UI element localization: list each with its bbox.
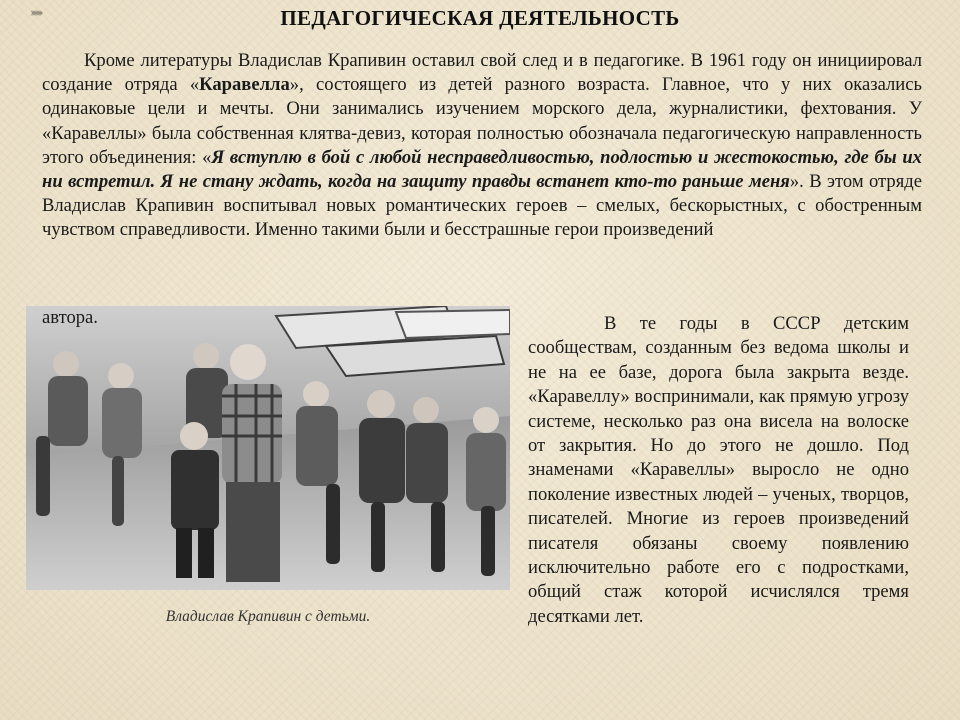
photo-caption: Владислав Крапивин с детьми. <box>165 608 371 625</box>
oath-quote: Я вступлю в бой с любой несправедливостью, подлостью и жестокостью, где бы их ни встретил. Я не стану ждать, когда на защиту правды встанет кто-то раньше меня <box>42 146 922 193</box>
intro-text-1: Кроме литературы Владислав Крапивин оставил свой след и в педагогике. В 1961 году он инициировал создание отряда « <box>42 50 922 96</box>
group-photo-icon <box>26 306 510 590</box>
intro-paragraph <box>42 49 922 243</box>
intro-text-2: », состоящего из детей разного возраста. Главное, что у них оказались одинаковые цели и мечты. Они занимались изучением морского дела, журналистики, фехтования. У «Каравеллы» была собственная клятва-девиз, которая полностью обозначала педагогическую направленность этого объединения: « <box>42 74 922 168</box>
side-paragraph: В те годы в СССР детским сообществам, созданным без ведома школы и не на ее базе, дорога была закрыта везде. «Каравеллу» воспринимали, как прямую угрозу системе, несколько раз она висела на волоске от закрытия. Но до этого не дошло. Под знаменами «Каравеллы» выросло не одно поколение известных людей – ученых, творцов, писателей. Многие из героев произведений писателя обязаны своему появлению исключительно работе его с подростками, общий стаж которой исчислялся тремя десятками лет. <box>528 313 909 627</box>
page-title: ПЕДАГОГИЧЕСКАЯ ДЕЯТЕЛЬНОСТЬ <box>280 6 680 30</box>
intro-last-word: автора. <box>42 307 98 328</box>
intro-text-3: ». В этом отряде Владислав Крапивин воспитывал новых романтических героев – смелых, бескорыстных, с обостренным чувством справедливости. Именно такими были и бесстрашные герои произведений <box>42 171 922 241</box>
arrow-chevrons-icon: ›››››››› <box>30 4 41 19</box>
caravel-name: Каравелла <box>199 74 290 96</box>
